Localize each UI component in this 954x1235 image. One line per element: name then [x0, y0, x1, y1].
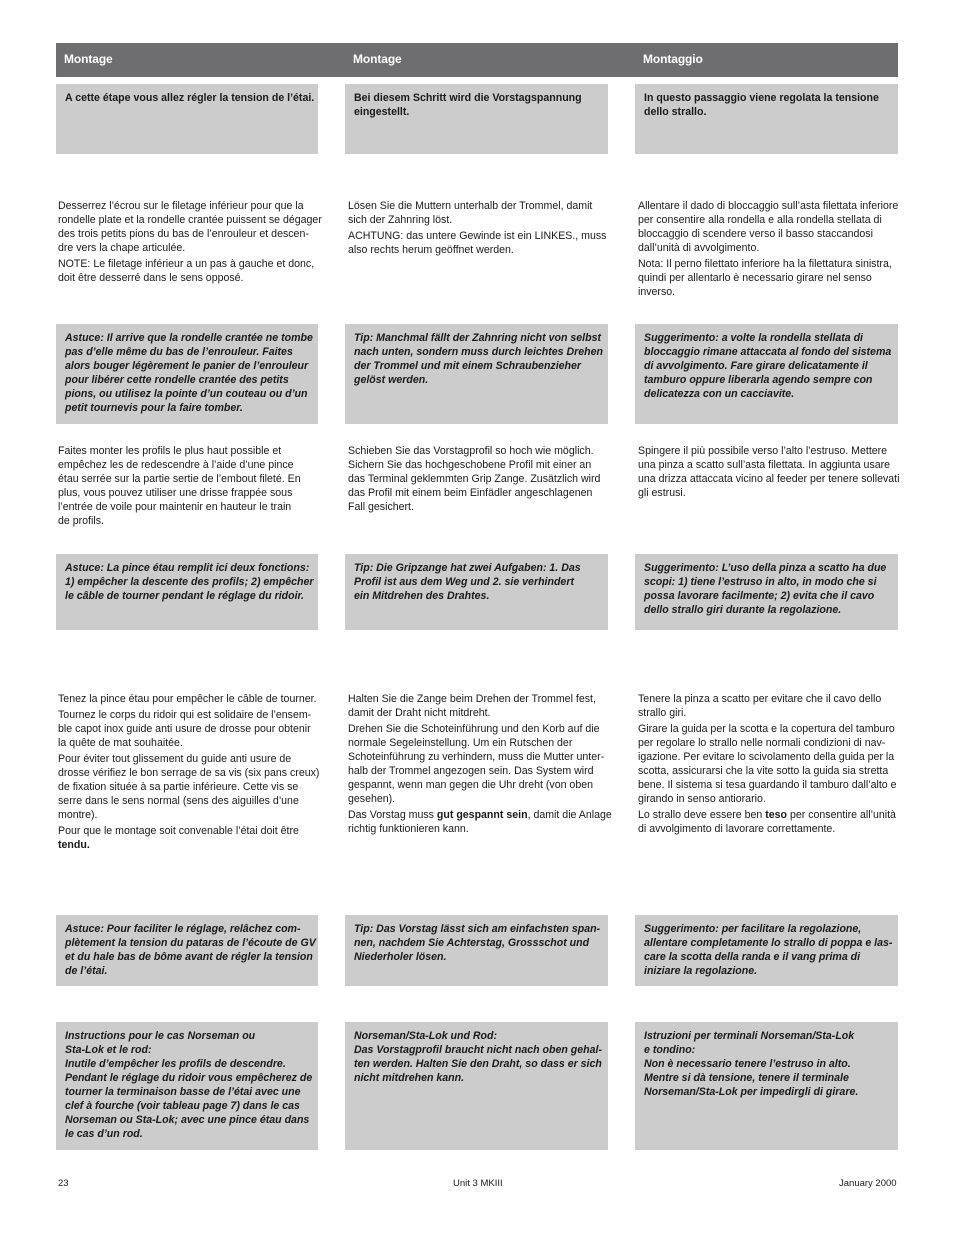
tip-line: Norseman/Sta-Lok und Rod:	[354, 1030, 498, 1042]
tip-line: pour libérer cette rondelle crantée des petits	[65, 374, 289, 386]
text-line: de fixation située à sa partie inférieure. Cette vis se	[58, 781, 299, 793]
tip-line: e tondino:	[644, 1044, 696, 1056]
tip-line: ein Mitdrehen des Drahtes.	[354, 590, 490, 602]
tip-line: alors bouger légèrement le panier de l’enrouleur	[65, 360, 309, 372]
intro-line: In questo passaggio viene regolata la tensione	[644, 92, 879, 104]
paragraph	[348, 229, 610, 257]
tip-line: Suggerimento: a volte la rondella stellata di	[644, 332, 863, 344]
text-line: Sichern Sie das hochgeschobene Profil mit einer an	[348, 459, 592, 471]
tip-line: plètement la tension du pataras de l’écoute de GV	[65, 937, 316, 949]
tip-line: Norseman ou Sta-Lok; avec une pince étau dans	[65, 1114, 310, 1126]
paragraph	[58, 708, 320, 750]
tip-line: petit tournevis pour la faire tomber.	[65, 402, 243, 414]
step2-text-it	[638, 444, 900, 502]
tip-line: Mentre si dà tensione, tenere il terminale	[644, 1072, 849, 1084]
tip-line: Astuce: Pour faciliter le réglage, relâchez com-	[65, 923, 301, 935]
text-line: drosse vérifiez le bon serrage de sa vis (six pans creux)	[58, 767, 320, 779]
tip-line: Pendant le réglage du ridoir vous empêcherez de	[65, 1072, 313, 1084]
text-line: inverso.	[638, 286, 676, 298]
step1-text-fr	[58, 199, 320, 287]
tip-line: scopi: 1) tiene l’estruso in alto, in modo che si	[644, 576, 877, 588]
text-line: Pour que le montage soit convenable l’étai doit être	[58, 825, 299, 837]
paragraph	[348, 722, 610, 806]
text-line: scotta, assicurarsi che la vite sotto la guida sia stretta	[638, 765, 889, 777]
tip2-box-de	[345, 554, 608, 630]
text-line: gesehen).	[348, 793, 396, 805]
text-line: Schoteinführung zu verhindern, muss die Mutter unter-	[348, 751, 605, 763]
tip1-box-it	[635, 324, 898, 424]
tip-line: nicht mitdrehen kann.	[354, 1072, 465, 1084]
tip-line: Non è necessario tenere l’estruso in alto.	[644, 1058, 851, 1070]
intro-line: A cette étape vous allez régler la tension de l’étai.	[65, 92, 315, 104]
paragraph	[58, 824, 320, 852]
tip-line: allentare completamente lo strallo di poppa e las-	[644, 937, 893, 949]
tip-line: nach unten, sondern muss durch leichtes Drehen	[354, 346, 604, 358]
step3-text-fr	[58, 692, 320, 854]
intro-box-it	[635, 84, 898, 154]
text-line: rondelle plate et la rondelle crantée puissent se dégager	[58, 214, 322, 226]
tip-line: delicatezza con un cacciavite.	[644, 388, 795, 400]
text-line: gespannt, wenn man gegen die Uhr dreht (von oben	[348, 779, 594, 791]
column-header-de	[345, 43, 608, 77]
step1-text-it	[638, 199, 900, 301]
text-line: sich der Zahnring löst.	[348, 214, 453, 226]
column-header-label: Montaggio	[643, 52, 703, 66]
tip-line: possa lavorare facilmente; 2) evita che il cavo	[644, 590, 875, 602]
paragraph	[58, 444, 320, 528]
tip-line: Tip: Das Vorstag lässt sich am einfachsten span-	[354, 923, 601, 935]
header-gap-1	[318, 43, 345, 77]
text-line: étau serrée sur la partie sertie de l’embout fileté. En	[58, 473, 301, 485]
text-line: halb der Trommel angezogen sein. Das System wird	[348, 765, 594, 777]
tip-line: Profil ist aus dem Weg und 2. sie verhindert	[354, 576, 574, 588]
text-line: ACHTUNG: das untere Gewinde ist ein LINKES., muss	[348, 230, 607, 242]
tip4-box-de	[345, 1022, 608, 1150]
tip-line: nen, nachdem Sie Achterstag, Grossschot und	[354, 937, 590, 949]
text-line: Faites monter les profils le plus haut possible et	[58, 445, 282, 457]
column-header-it	[635, 43, 898, 77]
text-line: bloccaggio di scendere verso il basso staccandosi	[638, 228, 873, 240]
tip4-box-fr	[56, 1022, 318, 1150]
text-line: damit der Draht nicht mitdreht.	[348, 707, 491, 719]
column-header-fr	[56, 43, 318, 77]
text-line: des trois petits pions du bas de l’enrouleur et descen-	[58, 228, 309, 240]
tip1-box-de	[345, 324, 608, 424]
step1-text-de	[348, 199, 610, 259]
tip2-box-it	[635, 554, 898, 630]
text-line: gli estrusi.	[638, 487, 686, 499]
intro-line: Bei diesem Schritt wird die Vorstagspannung	[354, 92, 582, 104]
text-line: montre).	[58, 809, 98, 821]
paragraph	[638, 808, 900, 836]
intro-box-fr	[56, 84, 318, 154]
tip-line: pions, ou utilisez la pointe d’un couteau ou d’un	[65, 388, 308, 400]
column-header-label: Montage	[64, 52, 113, 66]
tip-line: Niederholer lösen.	[354, 951, 447, 963]
tip-line: 1) empêcher la descente des profils; 2) empêcher	[65, 576, 314, 588]
text-line: Halten Sie die Zange beim Drehen der Trommel fest,	[348, 693, 596, 705]
intro-line: dello strallo.	[644, 106, 707, 118]
emphasis-text: gut gespannt sein	[436, 809, 528, 821]
tip3-box-de	[345, 915, 608, 986]
text-line: strallo giri.	[638, 707, 687, 719]
step3-text-de	[348, 692, 610, 838]
text-line: per regolare lo strallo nelle normali condizioni di nav-	[638, 737, 886, 749]
tip-line: Astuce: La pince étau remplit ici deux fonctions:	[65, 562, 310, 574]
tip-line: tamburo oppure liberarla agendo sempre con	[644, 374, 873, 386]
paragraph	[638, 722, 900, 806]
tip-line: et du hale bas de bôme avant de régler la tension	[65, 951, 313, 963]
text-line: di avvolgimento di lavorare correttamente.	[638, 823, 836, 835]
text-line: la quête de mat souhaitée.	[58, 737, 183, 749]
tip-line: Inutile d’empêcher les profils de descendre.	[65, 1058, 286, 1070]
text-line: per consentire alla rondella e alla rondella stellata di	[638, 214, 882, 226]
tip3-box-it	[635, 915, 898, 986]
text-line: doit être desserré dans le sens opposé.	[58, 272, 244, 284]
tip3-box-fr	[56, 915, 318, 986]
text-line: Drehen Sie die Schoteinführung und den Korb auf die	[348, 723, 600, 735]
tip1-box-fr	[56, 324, 318, 424]
tip-line: ten werden. Halten Sie den Draht, so dass er sich	[354, 1058, 602, 1070]
text-line: ble capot inox guide anti usure de drosse pour obtenir	[58, 723, 311, 735]
text-line: Spingere il più possibile verso l’alto l’estruso. Mettere	[638, 445, 888, 457]
tip-line: Astuce: Il arrive que la rondelle crantée ne tombe	[65, 332, 313, 344]
paragraph	[58, 692, 320, 706]
paragraph	[348, 444, 610, 514]
paragraph	[348, 692, 610, 720]
step3-text-it	[638, 692, 900, 838]
tip-line: le câble de tourner pendant le réglage du ridoir.	[65, 590, 305, 602]
tip-line: der Trommel und mit einem Schraubenzieher	[354, 360, 582, 372]
text-line: de profils.	[58, 515, 104, 527]
text-line: also rechts herum geöffnet werden.	[348, 244, 514, 256]
text-line: Tenez la pince étau pour empêcher le câble de tourner.	[58, 693, 317, 705]
text-line: l’entrée de voile pour maintenir en hauteur le train	[58, 501, 292, 513]
text-line: tendu.	[58, 839, 90, 851]
text-line: girando in senso antiorario.	[638, 793, 766, 805]
text-line: una drizza attaccata vicino al feeder per tenere sollevati	[638, 473, 900, 485]
text-line: das Profil mit einem beim Einfädler angeschlagenen	[348, 487, 593, 499]
tip-line: Suggerimento: L’uso della pinza a scatto ha due	[644, 562, 887, 574]
text-line: normale Segeleinstellung. Um ein Rutschen der	[348, 737, 573, 749]
page-number: 23	[58, 1178, 69, 1189]
text-line: Nota: Il perno filettato inferiore ha la filettatura sinistra,	[638, 258, 892, 270]
intro-box-de	[345, 84, 608, 154]
tip-line: de l’étai.	[65, 965, 108, 977]
text-line: Lo strallo deve essere ben teso per consentire all’unità	[638, 809, 896, 821]
text-line: Lösen Sie die Muttern unterhalb der Trommel, damit	[348, 200, 593, 212]
date-label: January 2000	[839, 1178, 897, 1189]
text-line: Girare la guida per la scotta e la copertura del tamburo	[638, 723, 895, 735]
tip-line: tourner la terminaison basse de l’étai avec une	[65, 1086, 301, 1098]
unit-label: Unit 3 MKIII	[453, 1178, 503, 1189]
paragraph	[58, 257, 320, 285]
text-line: Schieben Sie das Vorstagprofil so hoch wie möglich.	[348, 445, 594, 457]
paragraph	[58, 199, 320, 255]
tip-line: Instructions pour le cas Norseman ou	[65, 1030, 256, 1042]
tip-line: Tip: Manchmal fällt der Zahnring nicht von selbst	[354, 332, 602, 344]
paragraph	[638, 692, 900, 720]
tip-line: Suggerimento: per facilitare la regolazione,	[644, 923, 862, 935]
text-line: Desserrez l’écrou sur le filetage inférieur pour que la	[58, 200, 304, 212]
text-line: dall’unità di avvolgimento.	[638, 242, 760, 254]
text-line: plus, vous pouvez utiliser une drisse frappée sous	[58, 487, 293, 499]
tip-line: gelöst werden.	[354, 374, 429, 386]
tip2-box-fr	[56, 554, 318, 630]
tip4-box-it	[635, 1022, 898, 1150]
tip-line: care la scotta della randa e il vang prima di	[644, 951, 861, 963]
tip-line: clef à fourche (voir tableau page 7) dans le cas	[65, 1100, 300, 1112]
text-line: Fall gesichert.	[348, 501, 414, 513]
text-line: dre vers la chape articulée.	[58, 242, 186, 254]
text-line: NOTE: Le filetage inférieur a un pas à gauche et donc,	[58, 258, 315, 270]
step2-text-de	[348, 444, 610, 516]
tip-line: dello strallo giri durante la regolazione.	[644, 604, 842, 616]
tip-line: Norseman/Sta-Lok per impedirgli di girare.	[644, 1086, 859, 1098]
emphasis-text: teso	[765, 809, 787, 821]
text-line: Das Vorstag muss gut gespannt sein, damit die Anlage	[348, 809, 612, 821]
tip-line: di avvolgimento. Fare girare delicatamente il	[644, 360, 868, 372]
text-line: Pour éviter tout glissement du guide anti usure de	[58, 753, 292, 765]
header-gap-2	[608, 43, 635, 77]
tip-line: Tip: Die Gripzange hat zwei Aufgaben: 1. Das	[354, 562, 581, 574]
text-line: das Terminal geklemmten Grip Zange. Zusätzlich wird	[348, 473, 601, 485]
text-line: Tournez le corps du ridoir qui est solidaire de l’ensem-	[58, 709, 312, 721]
paragraph	[638, 199, 900, 255]
tip-line: pas d’elle même du bas de l’enrouleur. Faites	[65, 346, 293, 358]
tip-line: Istruzioni per terminali Norseman/Sta-Lok	[644, 1030, 855, 1042]
text-line: una pinza a scatto sull’asta filettata. In aggiunta usare	[638, 459, 891, 471]
paragraph	[348, 808, 610, 836]
text-line: quindi per allentarlo è necessario girare nel senso	[638, 272, 872, 284]
text-line: richtig funktionieren kann.	[348, 823, 469, 835]
step2-text-fr	[58, 444, 320, 530]
paragraph	[638, 257, 900, 299]
text-line: Allentare il dado di bloccaggio sull’asta filettata inferiore	[638, 200, 899, 212]
paragraph	[638, 444, 900, 500]
text-line: serre dans le sens normal (sens des aiguilles d’une	[58, 795, 299, 807]
text-line: igazione. Per evitare lo scivolamento della guida per la	[638, 751, 895, 763]
paragraph	[348, 199, 610, 227]
tip-line: Das Vorstagprofil braucht nicht nach oben gehal-	[354, 1044, 603, 1056]
tip-line: iniziare la regolazione.	[644, 965, 758, 977]
paragraph	[58, 752, 320, 822]
tip-line: bloccaggio rimane attaccata al fondo del sistema	[644, 346, 892, 358]
column-header-label: Montage	[353, 52, 402, 66]
tip-line: le cas d’un rod.	[65, 1128, 143, 1140]
text-line: bene. Il sistema si tesa guardando il tamburo dall’alto e	[638, 779, 897, 791]
tip-line: Sta-Lok et le rod:	[65, 1044, 152, 1056]
text-line: empêchez les de redescendre à l’aide d’une pince	[58, 459, 294, 471]
intro-line: eingestellt.	[354, 106, 410, 118]
text-line: Tenere la pinza a scatto per evitare che il cavo dello	[638, 693, 882, 705]
